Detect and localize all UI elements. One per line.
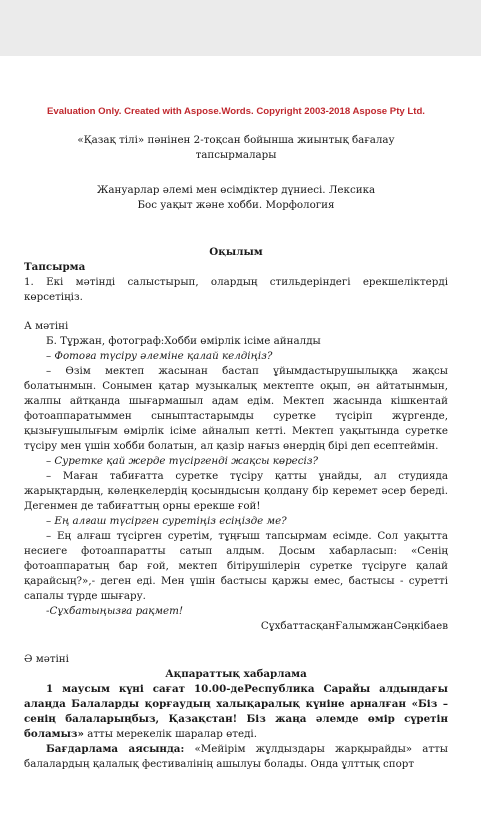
scan-top-band [0,0,481,56]
text-a-answer-2: – Маған табиғатта суретке түсіру қатты ұнайды, ал студияда жарықтардың, көлеңкелердің қосындысын қолдану бір керемет әсер береді. Дегенмен де табиғаттың орны ерекше ғой! [24,470,448,512]
text-b-paragraph-1-rest: атты мерекелік шаралар өтеді. [83,728,257,740]
text-a-answer-3: – Ең алғаш түсірген суретім, тұңғыш тапсырмам есімде. Сол уақытта несиеге фотоаппаратты сатып алдым. Досым хабарласып: «Сенің фотоаппаратың бар ғой, мектеп бітірушілерін суретке түсіруге қалай қарайсың?»,- деген еді. Мен үшін бастысы қаржы емес, бастысы - суретті сапалы түрде шығару. [24,530,448,602]
evaluation-watermark: Evaluation Only. Created with Aspose.Words. Copyright 2003-2018 Aspose Pty Ltd. [47,106,425,117]
text-b-paragraph-2 [24,742,448,772]
document-title-line2: тапсырмалары [195,149,277,161]
text-b-paragraph-2-bold: Бағдарлама аясында: [46,743,185,755]
text-a-question-3: – Ең алғаш түсірген суретіңіз есіңізде ме? [46,515,287,527]
text-a-question-2: – Суретке қай жерде түсіргенді жақсы көресіз? [46,455,318,467]
document-topic-line1: Жануарлар әлемі мен өсімдіктер дүниесі. Лексика [96,184,376,196]
section-title: Оқылым [209,246,263,258]
document-topic [24,183,448,213]
text-a-interviewer: СұхбаттасқанҒалымжанСәңкібаев [260,620,448,632]
text-b-label: Ә мәтіні [24,653,69,665]
document-title-line1: «Қазақ тілі» пәнінен 2-тоқсан бойынша жиынтық бағалау [77,134,395,146]
document-topic-line2: Бос уақыт және хобби. Морфология [137,199,335,211]
task-label: Тапсырма [24,261,86,273]
text-a-answer-1: – Өзім мектеп жасынан бастап ұйымдастырушылыққа жақсы болатынмын. Сонымен қатар музыкалық мектепте оқып, ән айтатынмын, жалпы айтқанда шығармашыл адам едім. Мектеп жасында кішкентай фотоаппаратыммен сыныптастарымды суретке түсіріп жүргенде, қызығушылығым өмірлік ісіме айналып кетті. Мектеп уақытында суретке түсіру мен үшін хобби болатын, ал қазір нағыз өнердің бірі деп есептеймін. [24,365,448,452]
document-title [24,133,448,163]
task-text: 1. Екі мәтінді салыстырып, олардың стильдеріндегі ерекшеліктерді көрсетіңіз. [24,276,448,303]
text-a-heading: Б. Тұржан, фотограф:Хобби өмірлік ісіме айналды [46,335,321,347]
text-b-paragraph-1-bold: 1 маусым күні сағат 10.00-деРеспублика Сарайы алдындағы алаңда Балаларды қорғаудың халықаралық күніне арналған «Біз – сенің балаларыңбыз, Қазақстан! Біз жаңа әлемде өмір сүретін боламыз» [24,683,448,740]
text-b-paragraph-2-rest: «Мейірім жұлдыздары жарқырайды» атты балалардың қалалық фестивалінің ашылуы болады. Онда ұлттық спорт [24,743,448,770]
text-a-label: А мәтіні [24,320,69,332]
text-a-thanks: -Сұхбатыңызға рақмет! [46,605,184,617]
text-b-title: Ақпараттық хабарлама [165,668,307,680]
document-page [24,104,448,772]
text-b-paragraph-1 [24,682,448,742]
text-a-question-1: – Фотоға түсіру әлеміне қалай келдіңіз? [46,350,273,362]
